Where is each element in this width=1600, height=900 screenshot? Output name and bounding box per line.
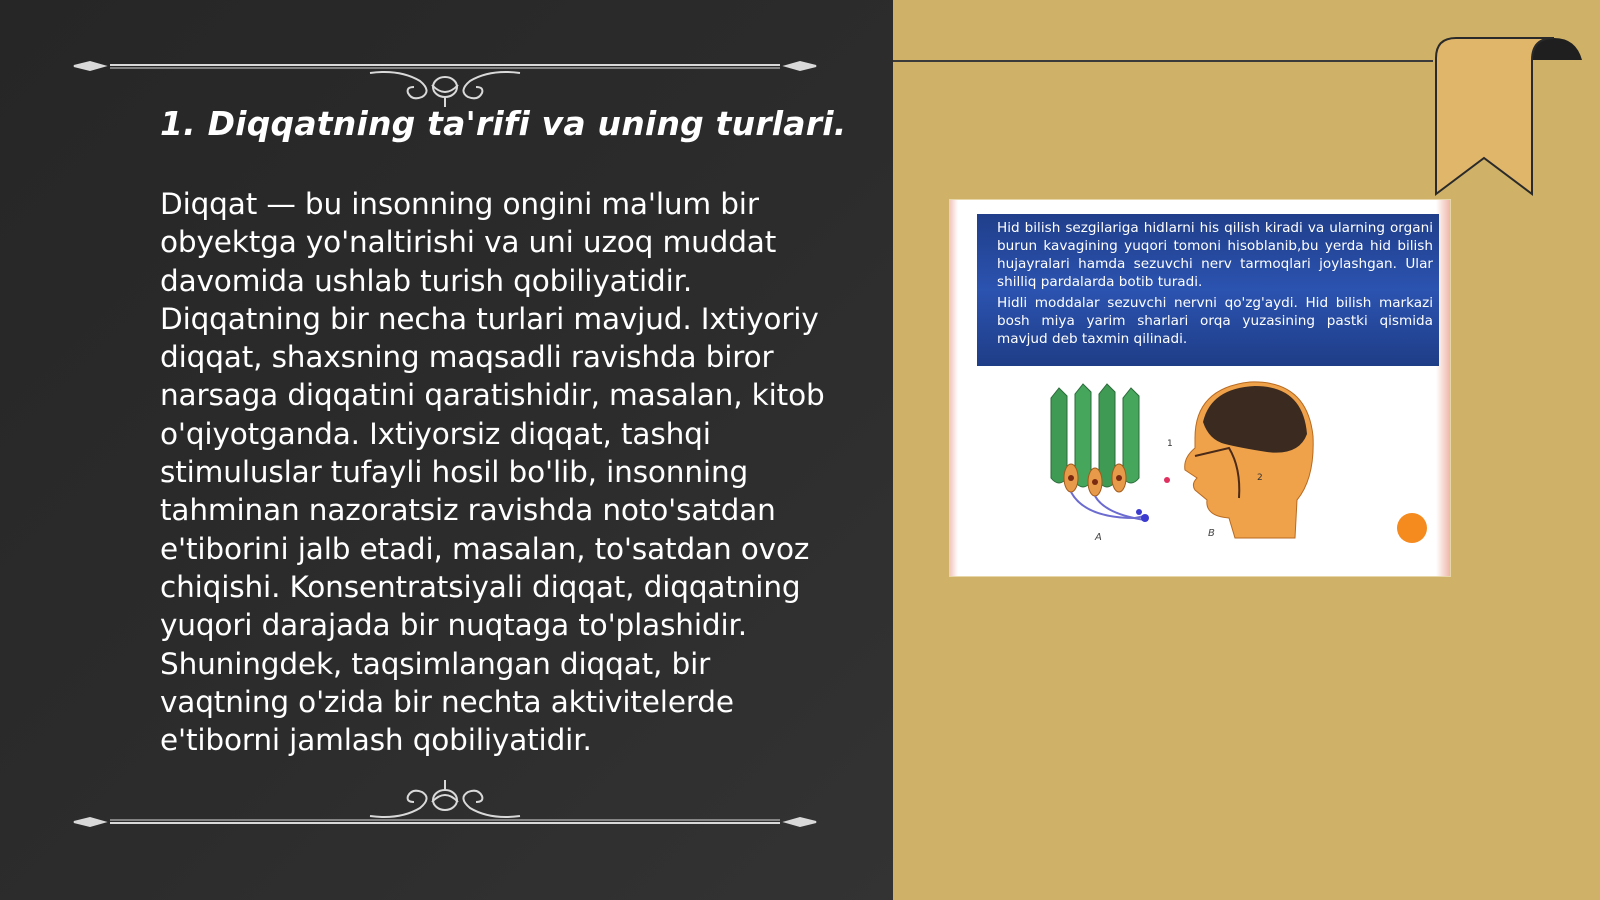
ribbon-bookmark-icon (1430, 32, 1600, 202)
olfactory-illustration-card (950, 200, 1450, 576)
label-a: A (1095, 532, 1102, 543)
bottom-ornament-divider (60, 770, 830, 830)
card-left-edge (950, 200, 958, 576)
olfactory-anatomy-illustration (1045, 378, 1345, 553)
top-rule-line (893, 60, 1433, 62)
label-b: B (1208, 528, 1215, 539)
label-2: 2 (1257, 473, 1263, 483)
slide-title: 1. Diqqatning ta'rifi va uning turlari. (160, 104, 847, 143)
caption-box (977, 214, 1439, 366)
orange-dot-icon (1397, 513, 1427, 543)
olfactory-cells-drawing (1051, 384, 1149, 543)
head-profile-drawing (1164, 382, 1313, 539)
label-1: 1 (1167, 439, 1173, 449)
slide-body-text: Diqqat — bu insonning ongini ma'lum bir obyektga yo'naltirishi va uni uzoq muddat davomida ushlab turish qobiliyatidir. Diqqatning bir necha turlari mavjud. Ixtiyoriy diqqat, shaxsning maqsadli ravishda biror narsaga diqqatini qaratishidir, masalan, kitob o'qiyotganda. Ixtiyorsiz diqqat, tashqi stimuluslar tufayli hosil bo'lib, insonning tahminan nazoratsiz ravishda noto'satdan e'tiborini jalb etadi, masalan, to'satdan ovoz chiqishi. Konsentratsiyali diqqat, diqqatning yuqori darajada bir nuqtaga to'plashidir. Shuningdek, taqsimlangan diqqat, bir vaqtning o'zida bir nechta aktivitelerde e'tiborni jamlash qobiliyatidir. (160, 187, 825, 758)
caption-paragraph-2: Hidli moddalar sezuvchi nervni qo'zg'aydi. Hid bilish markazi bosh miya yarim sharlari orqa yuzasining pastki qismida mavjud deb taxmin qilinadi. (997, 295, 1433, 347)
caption-paragraph-1: Hid bilish sezgilariga hidlarni his qilish kiradi va ularning organi burun kavagining yuqori tomoni hisoblanib,bu yerda hid bilish hujayralari hamda sezuvchi nerv tarmoqlari joylashgan. Ular shilliq pardalarda botib turadi. (997, 220, 1433, 290)
